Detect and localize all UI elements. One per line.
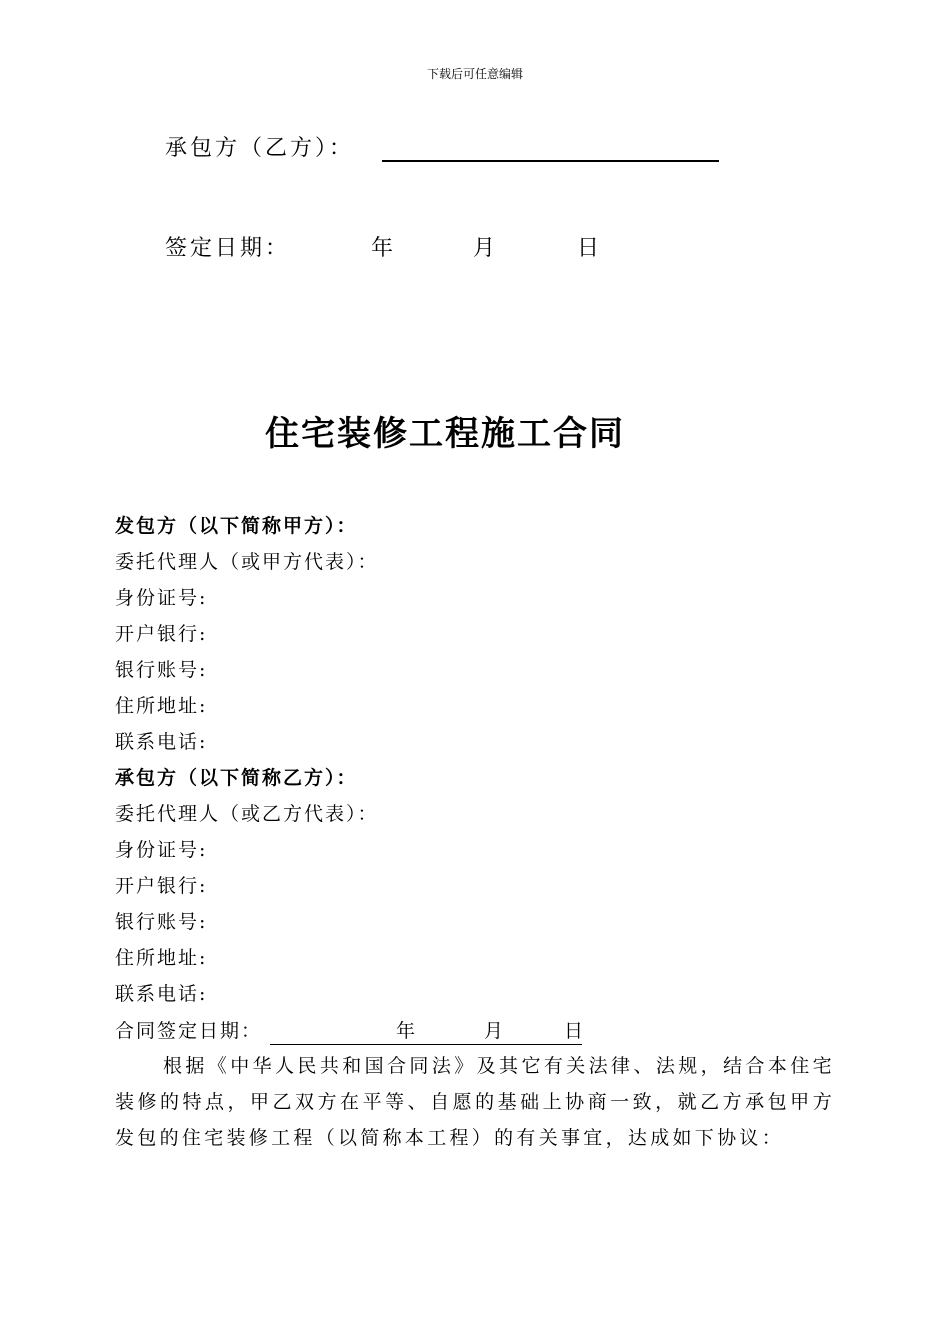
party-a-phone: 联系电话:	[115, 731, 208, 753]
intro-paragraph: 根据《中华人民共和国合同法》及其它有关法律、法规，结合本住宅装修的特点，甲乙双方在平等、自愿的基础上协商一致，就乙方承包甲方发包的住宅装修工程（以简称本工程）的有关事宜，达成如下协议：	[115, 1055, 835, 1149]
contract-date-blank	[270, 1018, 582, 1045]
party-b-bank: 开户银行:	[115, 875, 208, 897]
contractor-signature-line	[382, 160, 719, 162]
party-a-id-number: 身份证号:	[115, 587, 208, 609]
sign-date-month: 月	[473, 236, 499, 261]
party-a-heading: 发包方（以下简称甲方）：	[115, 515, 358, 537]
contractor-signature-label: 承包方（乙方）：	[165, 136, 355, 161]
sign-date-day: 日	[577, 236, 603, 261]
party-b-account: 银行账号:	[115, 911, 208, 933]
sign-date-label: 签定日期：	[165, 236, 291, 261]
party-a-account: 银行账号:	[115, 659, 208, 681]
contract-date-label: 合同签定日期：	[115, 1020, 263, 1042]
page-title: 住宅装修工程施工合同	[265, 414, 625, 454]
party-a-agent: 委托代理人（或甲方代表）：	[115, 551, 379, 573]
party-a-bank: 开户银行:	[115, 623, 208, 645]
sign-date-year: 年	[371, 236, 397, 261]
party-b-heading: 承包方（以下简称乙方）：	[115, 767, 358, 789]
party-b-agent: 委托代理人（或乙方代表）：	[115, 803, 379, 825]
party-b-id-number: 身份证号:	[115, 839, 208, 861]
contract-date-year: 年	[396, 1020, 416, 1042]
contract-date-month: 月	[484, 1020, 504, 1042]
header-note: 下载后可任意编辑	[426, 67, 523, 81]
party-a-address: 住所地址:	[115, 695, 208, 717]
contract-date-day: 日	[564, 1020, 584, 1042]
party-b-phone: 联系电话:	[115, 983, 208, 1005]
party-b-address: 住所地址:	[115, 947, 208, 969]
